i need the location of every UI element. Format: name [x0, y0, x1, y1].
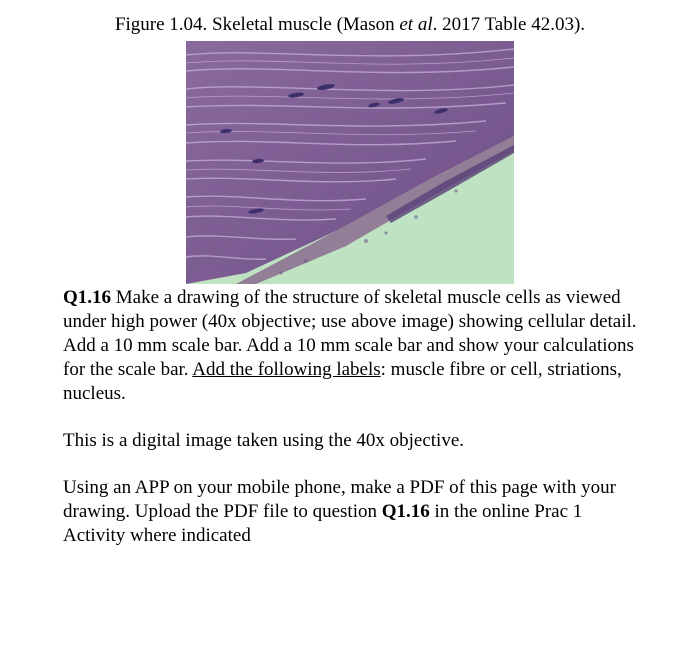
caption-etal: et al	[399, 14, 433, 35]
question-block	[63, 286, 643, 571]
upload-text-end: in the online Prac 1 Activity where indicated	[63, 501, 583, 546]
question-text: Make a drawing of the structure of skeletal muscle cells as viewed under high power (40x objective; use above image) showing cellular detail. Add a 10 mm scale bar. Add a 10 mm scale bar and show your calculations for the scale bar.	[63, 287, 637, 380]
caption-prefix: Figure 1.04. Skeletal muscle (Mason	[114, 14, 400, 35]
question-paragraph	[63, 286, 643, 406]
image-note: This is a digital image taken using the 40x objective.	[63, 430, 465, 451]
figure-caption	[0, 14, 700, 36]
question-number: Q1.16	[63, 287, 112, 308]
micrograph-image	[186, 41, 514, 284]
upload-question-ref: Q1.16	[381, 501, 430, 522]
labels-list: : muscle fibre or cell, striations, nucleus.	[63, 359, 622, 404]
upload-instructions	[63, 476, 643, 548]
caption-suffix: . 2017 Table 42.03).	[432, 14, 586, 35]
muscle-micrograph	[186, 41, 514, 284]
upload-text: Using an APP on your mobile phone, make a PDF of this page with your drawing. Upload the PDF file to question	[63, 477, 616, 522]
labels-instruction: Add the following labels	[192, 359, 381, 380]
